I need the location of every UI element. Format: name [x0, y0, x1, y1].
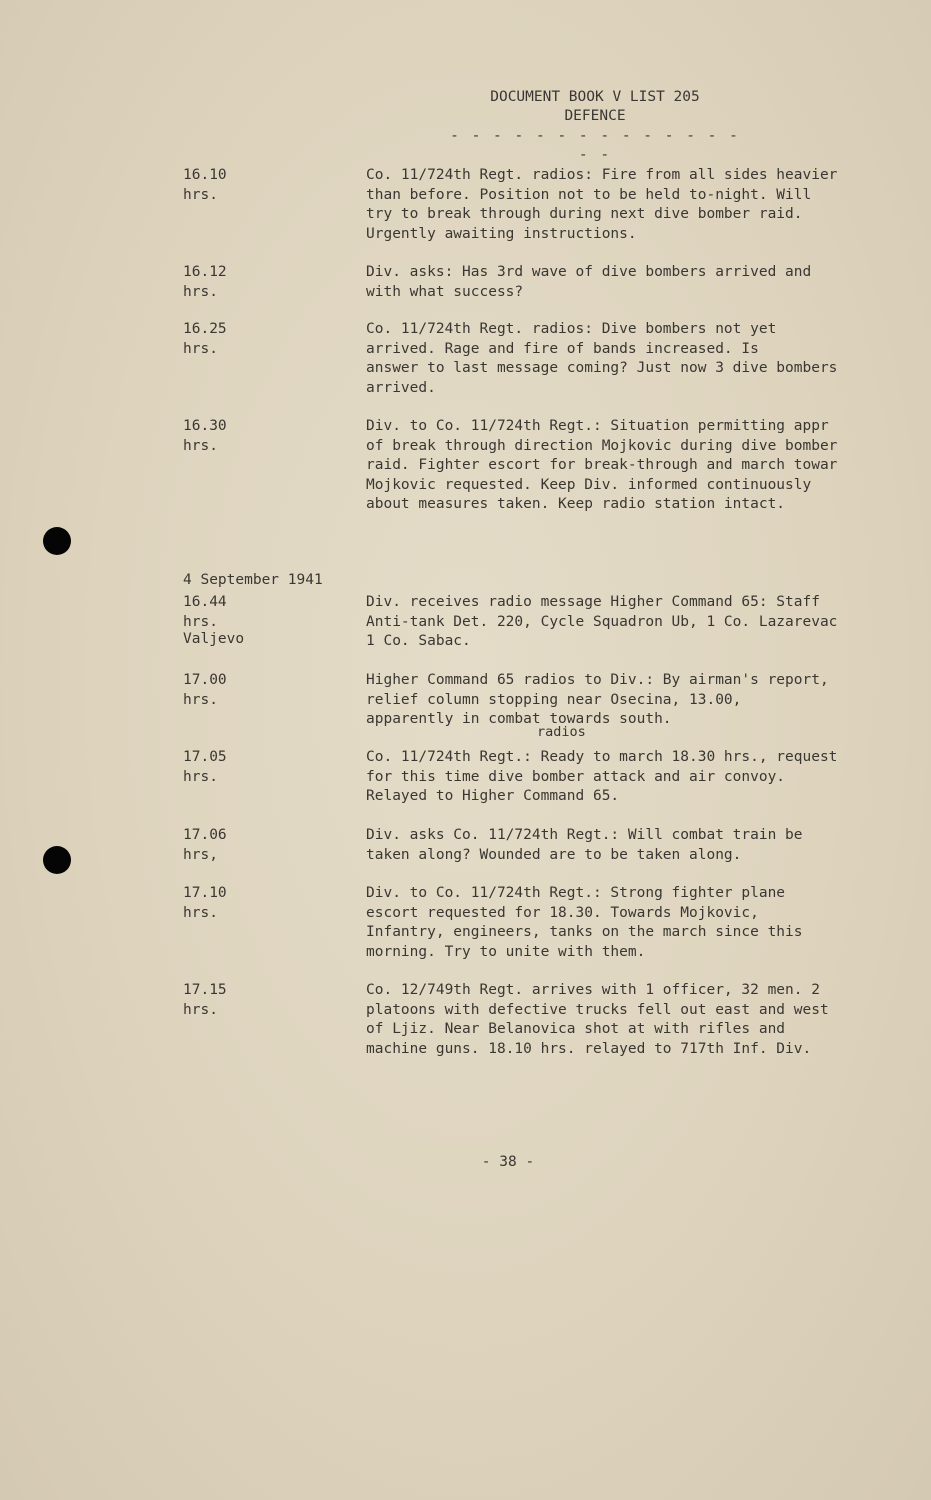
entry-text: Div. asks Co. 11/724th Regt.: Will combat train be taken along? Wounded are to be taken along. [366, 827, 803, 863]
entry-time: 16.12 hrs. [183, 264, 227, 300]
entry-text: Div. asks: Has 3rd wave of dive bombers arrived and with what success? [366, 264, 812, 300]
entry-time: 16.10 hrs. [183, 167, 227, 203]
entry-text: Div. to Co. 11/724th Regt.: Situation permitting appr of break through direction Mojkovic during dive bomber raid. Fighter escort for break-through and march towar Mojkovic requested. Keep Div. informed continuously about measures taken. Keep radio station intact. [366, 418, 838, 512]
entry-time: 17.00 hrs. [183, 672, 227, 708]
handwritten-insert: radios [537, 724, 586, 740]
entry-time: 16.30 hrs. [183, 418, 227, 454]
punch-hole-lower [43, 846, 71, 874]
entry-place: Valjevo [183, 630, 245, 647]
header-subtitle: DEFENCE [564, 108, 626, 124]
entry-text: Div. receives radio message Higher Command 65: Staff Anti-tank Det. 220, Cycle Squadron Ub, 1 Co. Lazarevac 1 Co. Sabac. [366, 594, 838, 649]
document-header [440, 88, 750, 165]
entry-time: 16.44 hrs. [183, 594, 227, 630]
entry-text: Co. 11/724th Regt. radios: Dive bombers not yet arrived. Rage and fire of bands increased. Is answer to last message coming? Just now 3 dive bombers arrived. [366, 321, 838, 396]
page-number: - 38 - [481, 1154, 535, 1170]
entry-text: Co. 11/724th Regt.: Ready to march 18.30 hrs., request for this time dive bomber attack and air convoy. Relayed to Higher Command 65. [366, 749, 838, 804]
entry-text: Div. to Co. 11/724th Regt.: Strong fighter plane escort requested for 18.30. Towards Mojkovic, Infantry, engineers, tanks on the march since this morning. Try to unite with them. [366, 885, 803, 960]
entry-text: Co. 11/724th Regt. radios: Fire from all sides heavier than before. Position not to be held to-night. Will try to break through during next dive bomber raid. Urgently awaiting instructions. [366, 167, 838, 242]
punch-hole-upper [43, 527, 71, 555]
entry-text: Co. 12/749th Regt. arrives with 1 officer, 32 men. 2 platoons with defective trucks fell out east and west of Ljiz. Near Belanovica shot at with rifles and machine guns. 18.10 hrs. relayed to 717th Inf. Div. [366, 982, 829, 1057]
entry-time: 17.06 hrs, [183, 827, 227, 863]
header-title: DOCUMENT BOOK V LIST 205 [490, 89, 700, 105]
entry-time: 16.25 hrs. [183, 321, 227, 357]
entry-time: 17.10 hrs. [183, 885, 227, 921]
entry-date: 4 September 1941 [183, 572, 323, 588]
entry-time: 17.05 hrs. [183, 749, 227, 785]
header-rule: - - - - - - - - - - - - - - - - [450, 128, 740, 163]
entry-text: Higher Command 65 radios to Div.: By airman's report, relief column stopping near Osecina, 13.00, apparently in combat towards south. [366, 672, 829, 727]
entry-time: 17.15 hrs. [183, 982, 227, 1018]
